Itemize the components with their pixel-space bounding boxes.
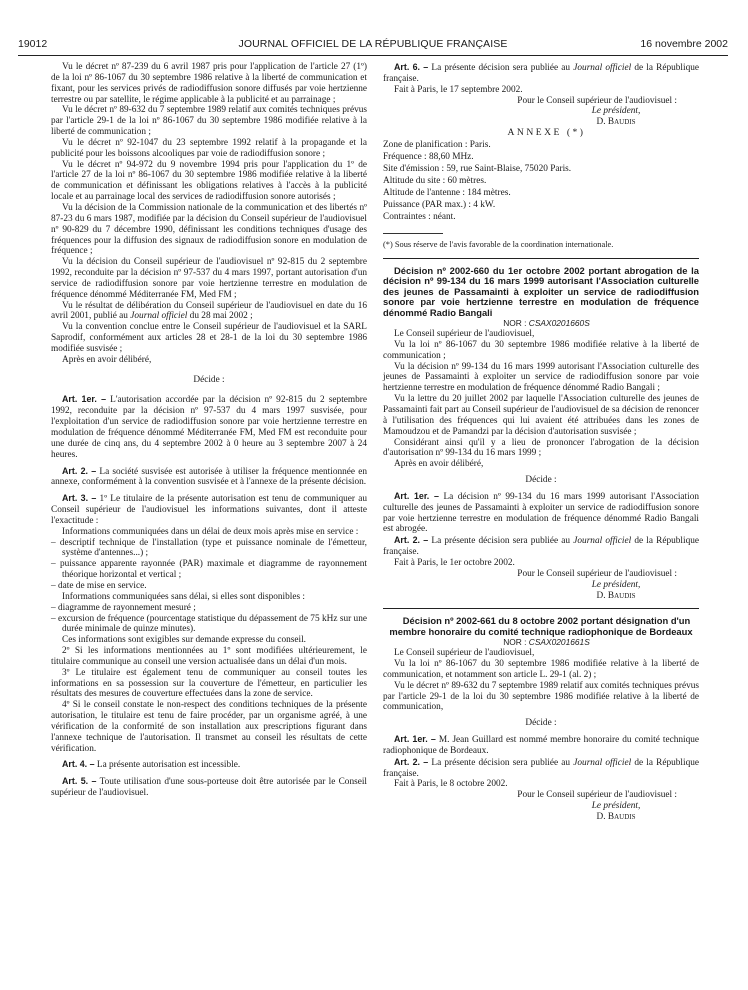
article-1: Art. 1er. – M. Jean Guillard est nommé membre honoraire du comité technique radiophonique de Bordeaux.	[383, 734, 700, 756]
visa-paragraph: Vu le décret nº 92-1047 du 23 septembre 1992 relatif à la propagande et la publicité pour les boissons alcooliques par voie de radiodiffusion sonore ;	[51, 137, 367, 159]
fait-line: Fait à Paris, le 17 septembre 2002.	[394, 84, 523, 95]
decide-heading: Décide :	[193, 374, 225, 385]
body-paragraph: Vu le décret nº 89-632 du 7 septembre 1989 relatif aux comités techniques prévus par l'article 29-1 de la loi du 30 septembre 1986 modifiée relative à la liberté de communication,	[383, 680, 699, 713]
decision-660-nor: NOR : CSAX0201660S	[503, 318, 590, 329]
signature-title: Le président,	[591, 801, 641, 812]
page-number: 19012	[18, 38, 48, 50]
section-rule	[383, 608, 699, 609]
visa-paragraph: Vu la décision du Conseil supérieur de l'audiovisuel nº 92-815 du 2 septembre 1992, reconduite par la décision nº 97-537 du 4 mars 1997, portant autorisation d'un service de radiodiffusion sonore par voie hertzienne terrestre en modulation de fréquence dénommé Méditerranée FM, Med FM ;	[51, 257, 367, 300]
visa-paragraph: Vu le décret nº 87-239 du 6 avril 1987 pris pour l'application de l'article 27 (1º) de la loi nº 86-1067 du 30 septembre 1986 relative à la liberté de communication et fixant, pour les services privés de radiodiffusion sonore diffusés par voie hertzienne terrestre ou par satellite, le régime applicable à la publicité et au parrainage ;	[51, 62, 367, 105]
article-1: Art. 1er. – La décision nº 99-134 du 16 mars 1999 autorisant l'Association culturelle des jeunes de Passamainti à exploiter un service de radiodiffusion sonore par voie hertzienne terrestre en modulation de fréquence dénommé Radio Bangali est abrogée.	[383, 490, 700, 535]
list-item: – descriptif technique de l'installation (type et puissance nominale de l'émetteur, système d'antennes...) ;	[51, 538, 367, 560]
signature-title: Le président,	[591, 579, 641, 590]
body-paragraph: Vu la décision nº 99-134 du 16 mars 1999 autorisant l'Association culturelle des jeunes de Passamainti à exploiter un service de radiodiffusion sonore par voie hertzienne terrestre en modulation de fréquence dénommé Radio Bangali ;	[383, 361, 699, 394]
article-2: Art. 2. – La société susvisée est autorisée à utiliser la fréquence mentionnée en annexe, conformément à la convention susvisée et à l'annexe de la présente décision.	[51, 465, 367, 488]
annex-line: Zone de planification : Paris.	[383, 139, 491, 150]
signature-title: Le président,	[591, 106, 641, 117]
decide-heading: Décide :	[525, 718, 557, 729]
exigibles-line: Ces informations sont exigibles sur demande expresse du conseil.	[62, 635, 306, 646]
article-3: Art. 3. – 1º Le titulaire de la présente autorisation est tenu de communiquer au Conseil supérieur de l'audiovisuel les informations suivantes, dont il atteste l'exactitude :	[51, 493, 367, 526]
fait-line: Fait à Paris, le 8 octobre 2002.	[394, 779, 508, 790]
signature-for: Pour le Conseil supérieur de l'audiovisuel :	[517, 95, 677, 106]
footnote-rule	[383, 233, 443, 234]
header-rule	[18, 55, 728, 56]
signature-name: D. Baudis	[596, 590, 636, 601]
annex-line: Altitude du site : 60 mètres.	[383, 175, 487, 186]
signature-for: Pour le Conseil supérieur de l'audiovisuel :	[517, 568, 677, 579]
article-3-point-3: 3º Le titulaire est également tenu de communiquer au conseil toutes les informations en sa possession sur la couverture de l'émetteur, en particulier les résultats des mesures de couverture effectuées dans la zone de service.	[51, 667, 367, 700]
article-1: Art. 1er. – L'autorisation accordée par la décision nº 92-815 du 2 septembre 1992, reconduite par la décision nº 97-537 du 4 mars 1997 susvisée, pour l'exploitation d'un service de radiodiffusion sonore par voie hertzienne terrestre en modulation de fréquence dénommé Méditerranée FM, Med FM est reconduite pour une durée de cinq ans, du 4 septembre 2002 à 0 heure au 3 septembre 2007 à 24 heures.	[51, 394, 368, 460]
body-paragraph: Le Conseil supérieur de l'audiovisuel,	[394, 329, 535, 340]
body-paragraph: Vu la loi nº 86-1067 du 30 septembre 1986 modifiée relative à la liberté de communication, et notamment son article L. 29-1 (al. 2) ;	[383, 659, 699, 680]
annex-line: Puissance (PAR max.) : 4 kW.	[383, 199, 496, 210]
article-2: Art. 2. – La présente décision sera publiée au Journal officiel de la République française.	[383, 756, 700, 779]
left-column	[51, 62, 367, 799]
article-4: Art. 4. – La présente autorisation est incessible.	[62, 759, 241, 771]
article-3-point-4: 4º Si le conseil constate le non-respect des conditions techniques de la présente autorisation, le titulaire est tenu de faire procéder, par un organisme agréé, à une vérification de la conformité de son installation aux prescriptions figurant dans l'annexe technique de l'autorisation. Il transmet au conseil les résultats de cette vérification.	[51, 700, 367, 754]
visa-paragraph: Vu le résultat de délibération du Conseil supérieur de l'audiovisuel en date du 16 avril 2001, publié au Journal officiel du 28 mai 2002 ;	[51, 300, 367, 322]
section-rule	[383, 258, 699, 259]
annex-list	[383, 139, 699, 223]
deliberation-line: Après en avoir délibéré,	[62, 354, 152, 365]
article-5: Art. 5. – Toute utilisation d'une sous-porteuse doit être autorisée par le Conseil supérieur de l'audiovisuel.	[51, 776, 368, 799]
journal-title: JOURNAL OFFICIEL DE LA RÉPUBLIQUE FRANÇAISE	[238, 38, 508, 50]
decision-661-title: Décision nº 2002-661 du 8 octobre 2002 portant désignation d'un membre honoraire du comité technique radiophonique de Bordeaux	[389, 615, 693, 637]
body-paragraph: Vu la loi nº 86-1067 du 30 septembre 1986 modifiée relative à la liberté de communication ;	[383, 339, 699, 361]
list-item: – date de mise en service.	[51, 581, 367, 592]
signature-name: D. Baudis	[596, 117, 636, 128]
decision-661-nor: NOR : CSAX0201661S	[503, 637, 590, 648]
visa-paragraph: Vu le décret nº 89-632 du 7 septembre 1989 relatif aux comités techniques prévus par l'article 29-1 de la loi nº 86-1067 du 30 septembre 1986 modifiée relative à la liberté de communication ;	[51, 105, 367, 138]
article-3-point-2: 2º Si les informations mentionnées au 1º sont modifiées ultérieurement, le titulaire communique au conseil une version actualisée dans un délai d'un mois.	[51, 646, 367, 667]
annex-footnote: (*) Sous réserve de l'avis favorable de la coordination internationale.	[383, 239, 614, 249]
body-paragraph: Après en avoir délibéré,	[394, 459, 484, 470]
annex-line: Altitude de l'antenne : 184 mètres.	[383, 187, 511, 198]
body-paragraph: Vu la lettre du 20 juillet 2002 par laquelle l'Association culturelle des jeunes de Passamainti fait part au Conseil supérieur de l'audiovisuel de sa décision de renoncer à l'utilisation des fréquences qui lui avaient été attribuées dans les zones de Mamoudzou et de Pamandzi par la décision d'autorisation susvisée ;	[383, 394, 699, 437]
right-column	[383, 62, 699, 823]
signature-for: Pour le Conseil supérieur de l'audiovisuel :	[517, 790, 677, 801]
body-paragraph: Considérant ainsi qu'il y a lieu de prononcer l'abrogation de la décision d'autorisation nº 99-134 du 16 mars 1999 ;	[383, 437, 699, 459]
signature-name: D. Baudis	[596, 812, 636, 822]
list-item: – diagramme de rayonnement mesuré ;	[51, 603, 367, 614]
decide-heading: Décide :	[525, 475, 557, 486]
article-2: Art. 2. – La présente décision sera publiée au Journal officiel de la République française.	[383, 535, 700, 558]
info-nodelay-list	[51, 603, 367, 636]
info-nodelay-heading: Informations communiquées sans délai, si elles sont disponibles :	[62, 591, 305, 602]
list-item: – excursion de fréquence (pourcentage statistique du dépassement de 75 kHz sur une durée minimale de quinze minutes).	[51, 614, 367, 636]
annex-title: ANNEXE (*)	[507, 127, 586, 139]
annex-line: Site d'émission : 59, rue Saint-Blaise, 75020 Paris.	[383, 163, 572, 174]
annex-line: Contraintes : néant.	[383, 211, 456, 222]
fait-line: Fait à Paris, le 1er octobre 2002.	[394, 557, 515, 568]
article-6: Art. 6. – La présente décision sera publiée au Journal officiel de la République française.	[383, 62, 700, 84]
visa-paragraph: Vu la décision de la Commission nationale de la communication et des libertés nº 87-23 du 6 mars 1987, modifiée par la décision du Conseil supérieur de l'audiovisuel nº 90-829 du 7 décembre 1990, définissant les conditions techniques d'usage des fréquences pour la diffusion des signaux de radiodiffusion sonore en modulation de fréquence ;	[51, 202, 367, 257]
body-paragraph: Le Conseil supérieur de l'audiovisuel,	[394, 648, 535, 659]
info-delay-list	[51, 538, 367, 592]
list-item: – puissance apparente rayonnée (PAR) maximale et diagramme de rayonnement théorique horizontal et vertical ;	[51, 559, 367, 581]
info-delay-heading: Informations communiquées dans un délai de deux mois après mise en service :	[62, 526, 359, 537]
issue-date: 16 novembre 2002	[640, 38, 728, 50]
annex-line: Fréquence : 88,60 MHz.	[383, 151, 474, 162]
visa-paragraph: Vu le décret nº 94-972 du 9 novembre 1994 pris pour l'application du 1º de l'article 27 de la loi nº 86-1067 du 30 septembre 1986 modifiée relative à la liberté de communication et définissant les obligations relatives à l'accès à la publicité locale et au parrainage local des services de radiodiffusion sonore autorisés ;	[51, 159, 367, 203]
visa-paragraph: Vu la convention conclue entre le Conseil supérieur de l'audiovisuel et la SARL Saprodif, conformément aux articles 28 et 28-1 de la loi du 30 septembre 1986 modifiée susvisée ;	[51, 322, 367, 354]
page-header	[18, 38, 728, 52]
decision-660-title: Décision nº 2002-660 du 1er octobre 2002 portant abrogation de la décision nº 99-134 du 16 mars 1999 autorisant l'Association culturelle des jeunes de Passamainti à exploiter un service de radiodiffusion sonore par voie hertzienne terrestre en modulation de fréquence dénommé Radio Bangali	[383, 264, 699, 318]
